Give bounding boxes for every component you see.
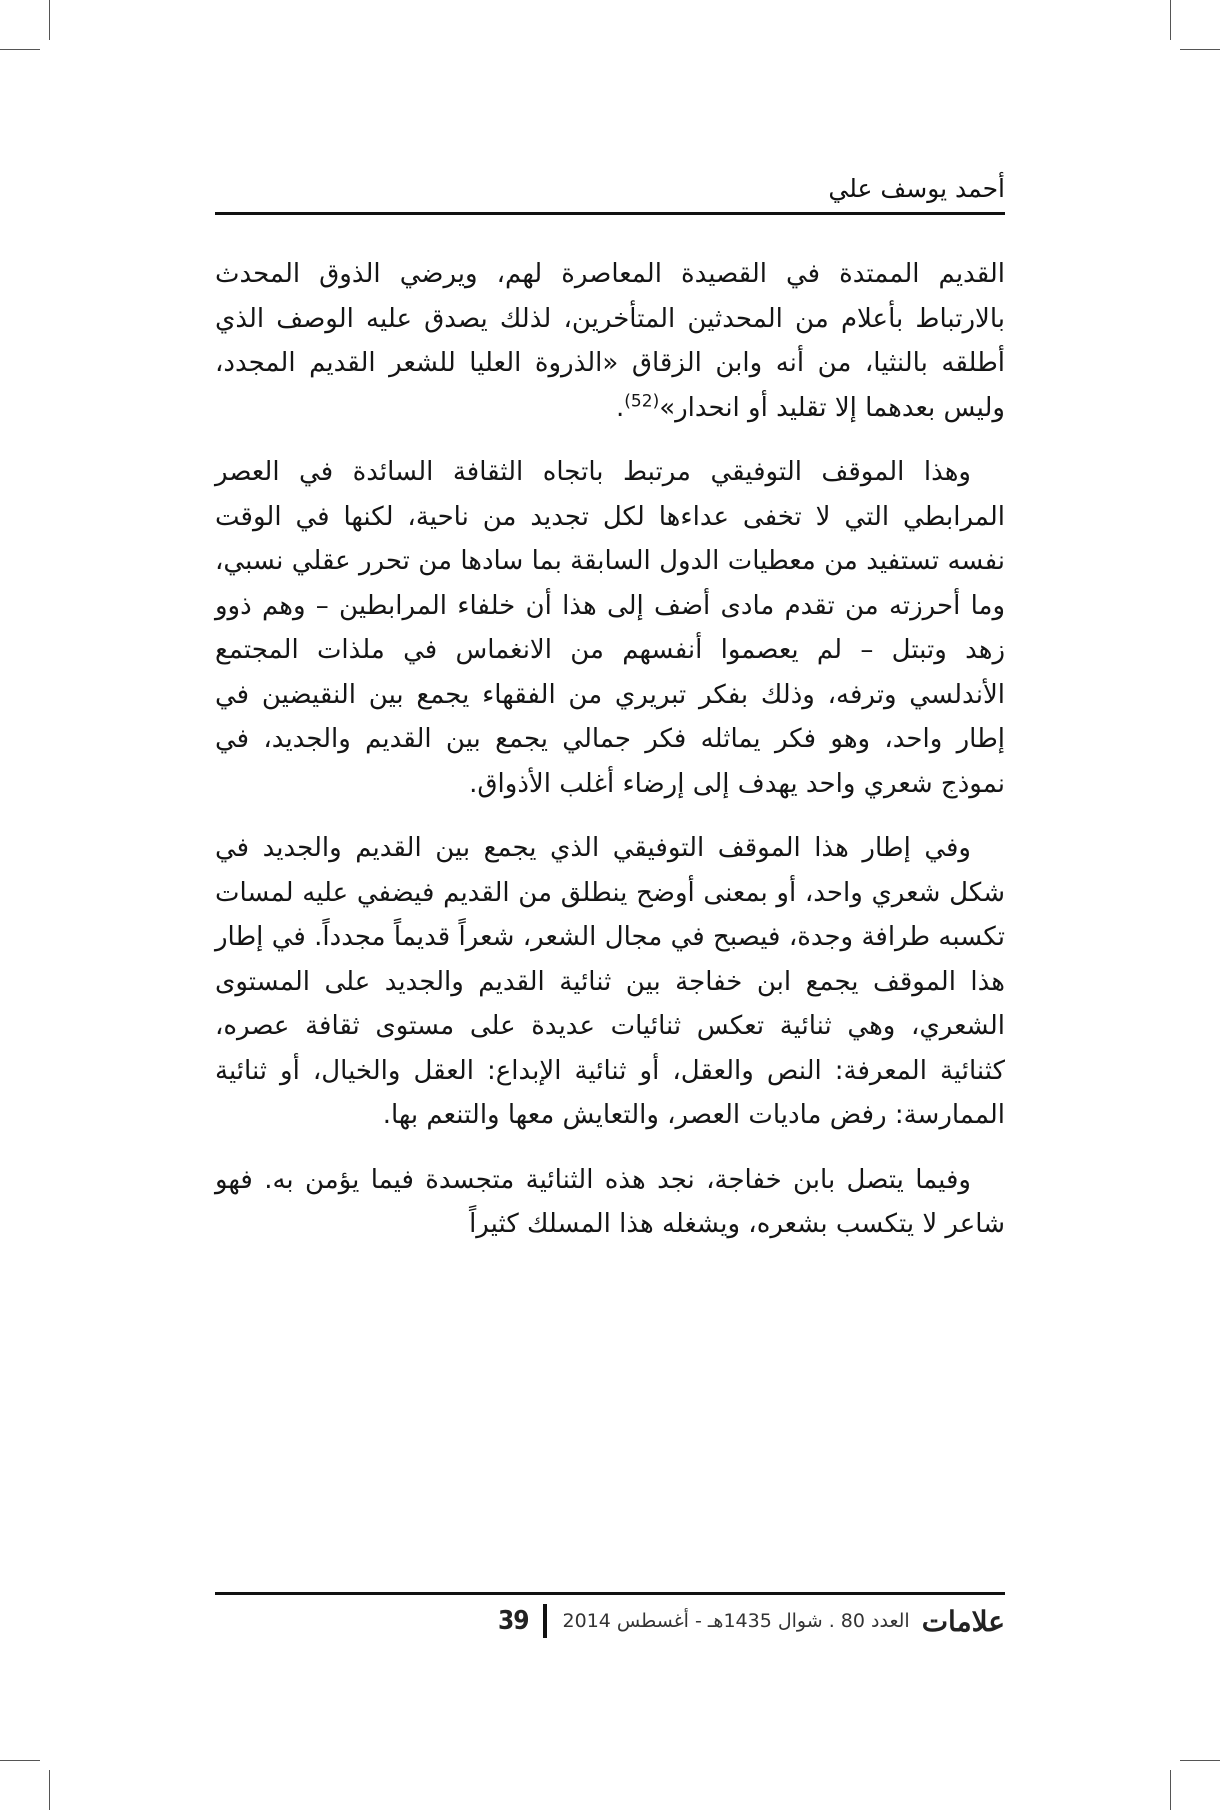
crop-mark-top-right-h — [1180, 49, 1220, 50]
journal-logo: علامات — [921, 1604, 1005, 1638]
issue-info: العدد 80 . شوال 1435هـ - أغسطس 2014 — [562, 1610, 910, 1632]
paragraph-1-text: القديم الممتدة في القصيدة المعاصرة لهم، ويرضي الذوق المحدث بالارتباط بأعلام من المحدثين المتأخرين، لذلك يصدق عليه الوصف الذي أطلقه بالنثيا، من أنه وابن الزقاق «الذروة العليا للشعر القديم المجدد، وليس بعدهما إلا تقليد أو انحدار» — [215, 259, 1005, 423]
crop-mark-top-left-h — [0, 49, 40, 50]
book-page — [215, 0, 1005, 1810]
paragraph-4: وفيما يتصل بابن خفاجة، نجد هذه الثنائية متجسدة فيما يؤمن به. فهو شاعر لا يتكسب بشعره، ويشغله هذا المسلك كثيراً — [215, 1164, 1005, 1239]
crop-mark-top-right-v — [1170, 0, 1171, 40]
footnote-reference: (52) — [624, 390, 660, 411]
paragraph-1 — [215, 252, 1005, 430]
crop-mark-top-left-v — [49, 0, 50, 40]
page-footer — [215, 1600, 1005, 1642]
crop-mark-bottom-right-h — [1180, 1760, 1220, 1761]
paragraph-1-end: . — [616, 392, 625, 423]
page-number: 39 — [497, 1606, 529, 1636]
crop-mark-bottom-left-v — [49, 1770, 50, 1810]
running-head-author: أحمد يوسف علي — [828, 174, 1005, 203]
paragraph-3: وفي إطار هذا الموقف التوفيقي الذي يجمع بين القديم والجديد في شكل شعري واحد، أو بمعنى أوضح ينطلق من القديم فيضفي عليه لمسات تكسبه طرافة وجدة، فيصبح في مجال الشعر، شعراً قديماً مجدداً. في إطار هذا الموقف يجمع ابن خفاجة بين ثنائية القديم والجديد على المستوى الشعري، وهي ثنائية تعكس ثنائيات عديدة على مستوى ثقافة عصره، كثنائية المعرفة: النص والعقل، أو ثنائية الإبداع: العقل والخيال، أو ثنائية الممارسة: رفض ماديات العصر، والتعايش معها والتنعم بها. — [215, 833, 1005, 1130]
footer-rule — [215, 1592, 1005, 1595]
crop-mark-bottom-right-v — [1170, 1770, 1171, 1810]
header-rule — [215, 212, 1005, 215]
paragraph-2: وهذا الموقف التوفيقي مرتبط باتجاه الثقافة السائدة في العصر المرابطي التي لا تخفى عداءها لكل تجديد من ناحية، لكنها في الوقت نفسه تستفيد من معطيات الدول السابقة بما سادها من تحرر عقلي نسبي، وما أحرزته من تقدم مادى أضف إلى هذا أن خلفاء المرابطين – وهم ذوو زهد وتبتل – لم يعصموا أنفسهم من الانغماس في ملذات المجتمع الأندلسي وترفه، وذلك بفكر تبريري من الفقهاء يجمع بين النقيضين في إطار واحد، وهو فكر يماثله فكر جمالي يجمع بين القديم والجديد، في نموذج شعري واحد يهدف إلى إرضاء أغلب الأذواق. — [215, 457, 1005, 799]
crop-mark-bottom-left-h — [0, 1760, 40, 1761]
article-body — [215, 252, 1005, 1267]
footer-separator — [543, 1604, 547, 1638]
